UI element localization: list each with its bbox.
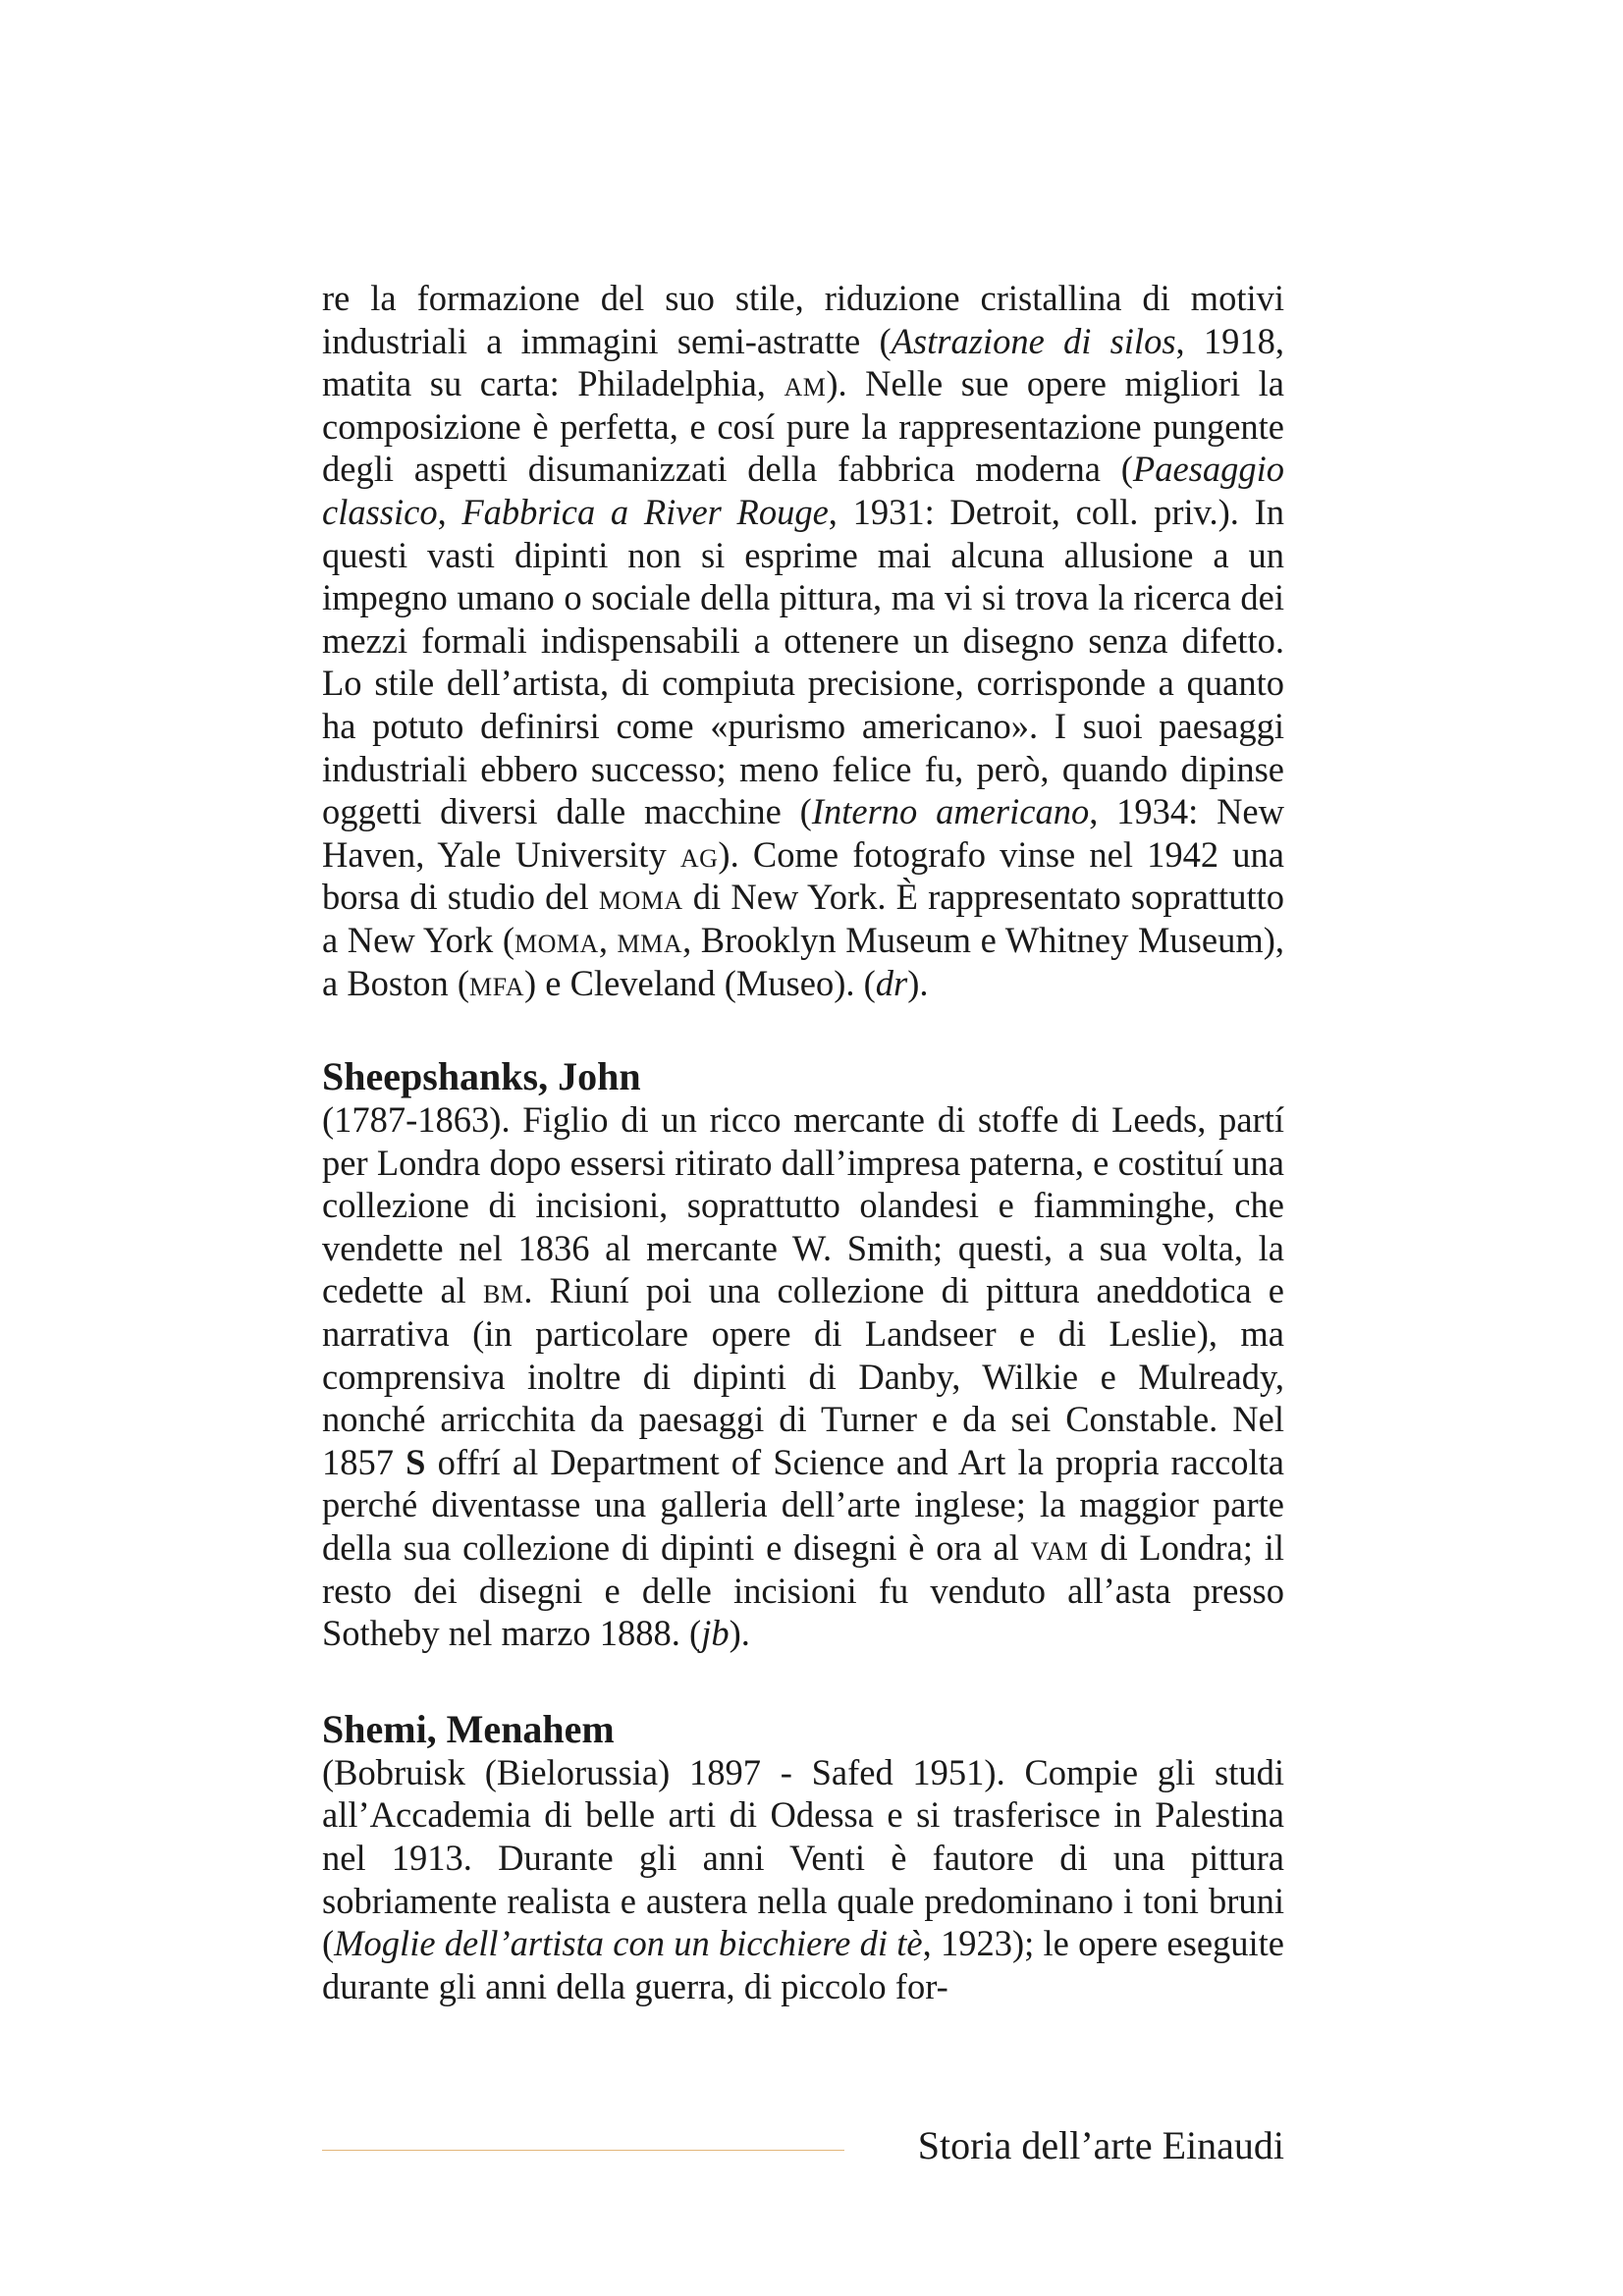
entry-heading-sheepshanks: Sheepshanks, John (322, 1054, 641, 1099)
text-run: ). (907, 962, 929, 1003)
text-run: (Bobruisk (Bielorussia) 1897 - Safed 1951). Compie gli studi all’Accademia di belle arti di Odessa e si trasferisce in Palestina nel 1913. Durante gli anni Venti è fautore di una pittura sobriamente realista e austera nella quale predominano i toni bruni ( (322, 1751, 1284, 1964)
footer-rule (322, 2150, 844, 2151)
text-run: di Londra; il resto dei disegni e delle incisioni fu venduto all’asta presso Sotheby nel marzo 1888. ( (322, 1527, 1284, 1654)
italic-run: Astrazione di silos (891, 320, 1176, 361)
text-run: (1787-1863). Figlio di un ricco mercante di stoffe di Leeds, partí per Londra dopo essersi ritirato dall’impresa paterna, e costituí una collezione di incisioni, soprattutto olandesi e fiamminghe, che vendette nel 1836 al mercante W. Smith; questi, a sua volta, la cedette al (322, 1099, 1284, 1311)
entry-text-sheeler-continued (322, 277, 1284, 1004)
footer-title: Storia dell’arte Einaudi (917, 2123, 1284, 2167)
text-run: offrí al Department of Science and Art la propria raccolta perché diventasse una galleria dell’arte inglese; la maggior parte della sua collezione di dipinti e disegni è ora al (322, 1441, 1285, 1569)
text-run: , (598, 919, 618, 960)
entry-text-shemi (322, 1751, 1284, 2008)
section-spacer (322, 1655, 1284, 1708)
text-run: ) e Cleveland (Museo). ( (523, 962, 876, 1003)
abbreviation: moma (514, 919, 599, 960)
text-run: ). (729, 1613, 750, 1654)
abbreviation: vam (1030, 1527, 1089, 1569)
abbreviation: ag (679, 833, 719, 875)
text-run: . Riuní poi una collezione di pittura aneddotica e narrativa (in particolare opere di Landseer e di Leslie), ma comprensiva inoltre di dipinti di Danby, Wilkie e Mulready, nonché arricchita da paesaggi di Turner e da sei Constable. Nel 1857 (322, 1270, 1284, 1482)
text-run: di New York. È rappresentato soprattutto a New York ( (322, 877, 1284, 960)
abbreviation: bm (482, 1270, 524, 1311)
italic-run: Paesaggio classico (322, 449, 1284, 532)
text-run: ). Come fotografo vinse nel 1942 una borsa di studio del (322, 833, 1284, 918)
entry-text-sheepshanks (322, 1098, 1284, 1655)
text-run: , 1923); le opere eseguite durante gli anni della guerra, di piccolo for- (322, 1923, 1284, 2006)
entry-heading-shemi: Shemi, Menahem (322, 1706, 615, 1751)
italic-run: Interno americano (811, 791, 1090, 832)
text-run: , (437, 491, 462, 532)
abbreviation: moma (598, 877, 683, 918)
italic-run: jb (701, 1613, 730, 1654)
text-run: re la formazione del suo stile, riduzione cristallina di motivi industriali a immagini semi-astratte ( (322, 278, 1284, 361)
text-run: , 1918, matita su carta: Philadelphia, (322, 320, 1284, 404)
abbreviation: mma (617, 919, 683, 960)
section-spacer (322, 1004, 1284, 1055)
page-content (322, 277, 1284, 2007)
abbreviation: am (784, 363, 827, 404)
italic-run: Moglie dell’artista con un bicchiere di tè (334, 1923, 923, 1964)
text-run: , 1934: New Haven, Yale University (322, 791, 1284, 875)
abbreviation: mfa (469, 962, 524, 1003)
italic-run: dr (875, 962, 908, 1003)
text-run: ). Nelle sue opere migliori la composizione è perfetta, e cosí pure la rappresentazione pungente degli aspetti disumanizzati della fabbrica moderna ( (322, 363, 1284, 490)
italic-run: Fabbrica a River Rouge (461, 491, 829, 532)
text-run: , Brooklyn Museum e Whitney Museum), a Boston ( (322, 919, 1284, 1003)
text-run: , 1931: Detroit, coll. priv.). In questi vasti dipinti non si esprime mai alcuna allusione a un impegno umano o sociale della pittura, ma vi si trova la ricerca dei mezzi formali indispensabili a ottenere un disegno senza difetto. Lo stile dell’artista, di compiuta precisione, corrisponde a quanto ha potuto definirsi come «purismo americano». I suoi paesaggi industriali ebbero successo; meno felice fu, però, quando dipinse oggetti diversi dalle macchine ( (322, 491, 1284, 832)
bold-run: S (406, 1441, 426, 1482)
